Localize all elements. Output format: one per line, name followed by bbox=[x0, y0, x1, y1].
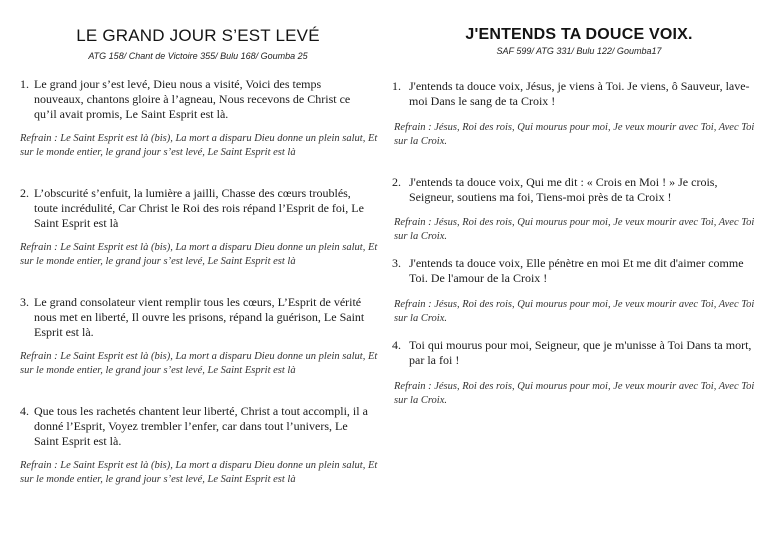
verse-text: J'entends ta douce voix, Elle pénètre en moi Et me dit d'aimer comme Toi. De l'amour de la Croix ! bbox=[409, 256, 744, 285]
verse-1 bbox=[392, 79, 754, 109]
verse-number: 1. bbox=[392, 79, 401, 93]
verse-3 bbox=[392, 256, 754, 286]
verse-text: J'entends ta douce voix, Qui me dit : « Crois en Moi ! » Je crois, Seigneur, soutiens ma foi, Tiens-moi près de ta Croix ! bbox=[409, 175, 718, 204]
verse-4 bbox=[392, 338, 754, 368]
verse-3 bbox=[20, 295, 372, 340]
verse-number: 2. bbox=[20, 186, 29, 200]
verse-number: 4. bbox=[392, 338, 401, 352]
verse-text: Le grand consolateur vient remplir tous les cœurs, L’Esprit de vérité nous met en liberté, Il ouvre les prisons, répand la guérison, Le Saint Esprit est là. bbox=[34, 295, 365, 339]
verse-number: 2. bbox=[392, 175, 401, 189]
refrain: Refrain : Jésus, Roi des rois, Qui mourus pour moi, Je veux mourir avec Toi, Avec Toi sur la Croix. bbox=[394, 299, 755, 324]
verse-2 bbox=[20, 186, 372, 231]
hymn-references: ATG 158/ Chant de Victoire 355/ Bulu 168/ Goumba 25 bbox=[88, 51, 308, 61]
verse-text: Que tous les rachetés chantent leur liberté, Christ a tout accompli, il a donné l’Esprit, Voyez trembler l’enfer, car dans tout l’univers, Le Saint Esprit est là. bbox=[34, 404, 368, 448]
verse-number: 4. bbox=[20, 404, 29, 418]
refrain: Refrain : Jésus, Roi des rois, Qui mourus pour moi, Je veux mourir avec Toi, Avec Toi sur la Croix. bbox=[394, 217, 755, 242]
verse-text: L’obscurité s’enfuit, la lumière a jailli, Chasse des cœurs troublés, toute incrédulité, Car Christ le Roi des rois répand l’Esprit de foi, Le Saint Esprit est là bbox=[34, 186, 364, 230]
refrain: Refrain : Le Saint Esprit est là (bis), La mort a disparu Dieu donne un plein salut, Et sur le monde entier, le grand jour s’est levé, Le Saint Esprit est là bbox=[20, 351, 378, 376]
verse-text: Le grand jour s’est levé, Dieu nous a visité, Voici des temps nouveaux, chantons gloire à l’agneau, Nous recevons de Christ ce qu’il avait promis, Le Saint Esprit est là. bbox=[34, 77, 351, 121]
hymn-references: SAF 599/ ATG 331/ Bulu 122/ Goumba17 bbox=[496, 46, 662, 56]
verse-text: J'entends ta douce voix, Jésus, je viens à Toi. Je viens, ô Sauveur, lave-moi Dans le sang de ta Croix ! bbox=[409, 79, 750, 108]
refrain: Refrain : Jésus, Roi des rois, Qui mourus pour moi, Je veux mourir avec Toi, Avec Toi sur la Croix. bbox=[394, 122, 755, 147]
verse-number: 1. bbox=[20, 77, 29, 91]
verse-text: Toi qui mourus pour moi, Seigneur, que je m'unisse à Toi Dans ta mort, par la foi ! bbox=[409, 338, 752, 367]
verse-number: 3. bbox=[392, 256, 401, 270]
hymn-title: LE GRAND JOUR S’EST LEVÉ bbox=[76, 26, 320, 45]
verse-1 bbox=[20, 77, 372, 122]
verse-4 bbox=[20, 404, 372, 449]
hymn-title: J'ENTENDS TA DOUCE VOIX. bbox=[465, 26, 693, 43]
refrain: Refrain : Le Saint Esprit est là (bis), La mort a disparu Dieu donne un plein salut, Et sur le monde entier, le grand jour s’est levé, Le Saint Esprit est là bbox=[20, 460, 378, 485]
refrain: Refrain : Le Saint Esprit est là (bis), La mort a disparu Dieu donne un plein salut, Et sur le monde entier, le grand jour s’est levé, Le Saint Esprit est là bbox=[20, 242, 378, 267]
verse-2 bbox=[392, 175, 754, 205]
verse-number: 3. bbox=[20, 295, 29, 309]
refrain: Refrain : Le Saint Esprit est là (bis), La mort a disparu Dieu donne un plein salut, Et sur le monde entier, le grand jour s’est levé, Le Saint Esprit est là bbox=[20, 133, 378, 158]
refrain: Refrain : Jésus, Roi des rois, Qui mourus pour moi, Je veux mourir avec Toi, Avec Toi sur la Croix. bbox=[394, 381, 755, 406]
